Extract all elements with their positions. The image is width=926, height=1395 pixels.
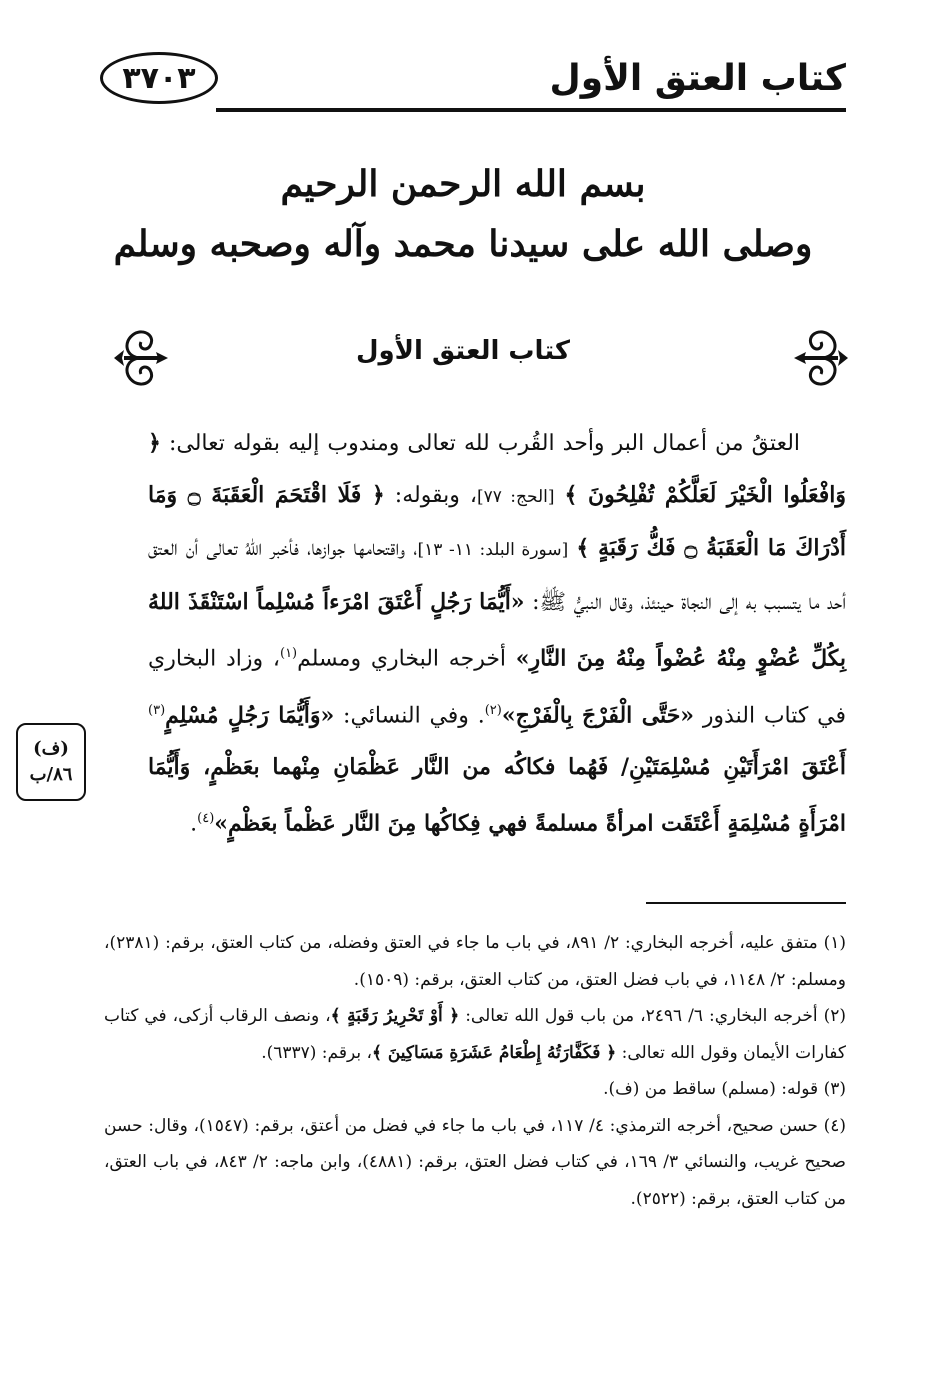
quran-verse: ﴿ وَافْعَلُوا الْخَيْرَ لَعَلَّكُمْ تُفْلِحُونَ ﴾ [148, 430, 846, 508]
hadith-text: «وَأَيُّمَا رَجُلٍ مُسْلِمٍ [165, 702, 335, 729]
hadith-text: «حَتَّى الْفَرْجَ بِالْفَرْجِ» [501, 702, 695, 729]
footnote-marker: (٢) [484, 702, 502, 718]
footnote-text: متفق عليه، أخرجه البخاري: ٢/ ٨٩١، في باب ما جاء في العتق وفضله، من كتاب العتق، برقم: (٢٣٨١)، ومسلم: ٢/ ١١٤٨، في باب فضل العتق، من كتاب العتق، برقم: (١٥٠٩). [104, 933, 846, 990]
footnote-item [104, 925, 846, 998]
intro-text: العتقُ من أعمال البر وأحد القُرب لله تعالى ومندوب إليه بقوله تعالى: [168, 431, 801, 456]
verse-reference: [الحج: ٧٧] [477, 486, 555, 507]
manuscript-margin-note [16, 723, 86, 801]
footnote-number: (٣) [823, 1079, 846, 1099]
header-rule [216, 108, 846, 112]
footnote-number: (٤) [823, 1115, 846, 1136]
verse-reference: [سورة البلد: ١١- ١٣] [417, 540, 569, 560]
book-title: كتاب العتق الأول [355, 336, 571, 366]
footnote-marker: (٤) [197, 811, 215, 827]
main-paragraph [148, 418, 846, 850]
margin-note-line1: (ف) [33, 738, 69, 759]
footnote-item [104, 1108, 846, 1218]
footnote-marker: (٣) [148, 702, 166, 718]
footnote-marker: (١) [279, 646, 298, 661]
text-span: . وفي النسائي: [343, 703, 485, 729]
footnote-text: حسن صحيح، أخرجه الترمذي: ٤/ ١١٧، في باب ما جاء في فضل من أعتق، برقم: (١٥٤٧)، وقال: حسن صحيح غريب، والنسائي ٣/ ١٦٩، في كتاب فضل العتق، برقم: (٤٨٨١)، وابن ماجه: ٢/ ٨٤٣، في باب العتق، من كتاب العتق، برقم: (٢٥٢٢). [104, 1115, 846, 1209]
margin-note-line2: ٨٦/ب [29, 764, 73, 785]
text-span: ، واقتحامها جوازها، فأخبر اللهُ تعالى أن العتق أحد ما يتسبب به إلى النجاة حينئذ، وقال النبيُّ ﷺ: [148, 536, 847, 615]
text-span: ، وبقوله: [394, 482, 477, 508]
footnotes [104, 925, 846, 1217]
footnote-item [104, 1071, 846, 1108]
footnote-verse: ﴿ فَكَفَّارَتُهُ إِطْعَامُ عَشَرَةِ مَسَاكِينَ ﴾ [371, 1042, 617, 1063]
footnote-verse: ﴿ أَوْ تَحْرِيرُ رَقَبَةٍ ﴾ [330, 1006, 460, 1026]
footnote-text: ، برقم: (٦٣٣٧). [261, 1042, 372, 1063]
quran-verse: ﴿ فَلَا اقْتَحَمَ الْعَقَبَةَ ۝ وَمَا أَدْرَاكَ مَا الْعَقَبَةُ ۝ فَكُّ رَقَبَةٍ ﴾ [148, 481, 847, 561]
page-header [0, 0, 926, 130]
text-span: أخرجه البخاري ومسلم [297, 646, 516, 672]
text-span: . [190, 811, 198, 837]
hadith-text: «أَيُّمَا رَجُلٍ أَعْتَقَ امْرَءاً مُسْلِماً اسْتَنْقَذَ اللهُ بِكُلِّ عُضْوٍ مِنْهُ عُضْواً مِنْهُ مِنَ النَّارِ» [148, 588, 847, 672]
footnote-text: أخرجه البخاري: ٦/ ٢٤٩٦، من باب قول الله تعالى: [465, 1006, 818, 1026]
salutation: وصلى الله على سيدنا محمد وآله وصحبه وسلم [113, 223, 813, 265]
text-span: ، وزاد البخاري في كتاب النذور [148, 646, 846, 729]
footnote-text: ، ونصف الرقاب أزكى، في كتاب كفارات الأيمان وقول الله تعالى: [104, 1006, 846, 1063]
footnote-number: (٢) [823, 1006, 847, 1026]
hadith-text: أَعْتَقَ امْرَأَتَيْنِ مُسْلِمَتَيْنِ/ فَهُما فكاكُه من النَّار عَظْمَانِ مِنْهما بعَظْمٍ، وَأَيُّمَا امْرَأَةٍ مُسْلِمَةٍ أَعْتَقَت امرأةً مسلمةً فهي فِكاكُها مِنَ النَّار عَظْماً بعَظْمٍ» [148, 753, 846, 837]
footnote-item [104, 998, 846, 1071]
main-text [148, 418, 846, 850]
footnote-text: قوله: (مسلم) ساقط من (ف). [603, 1079, 819, 1099]
footnote-number: (١) [823, 933, 846, 953]
page-number: ٣٧٠٣ [100, 52, 218, 104]
footnote-separator [646, 902, 846, 904]
running-title: كتاب العتق الأول [549, 58, 846, 99]
basmala: بسم الله الرحمن الرحيم [280, 163, 646, 205]
